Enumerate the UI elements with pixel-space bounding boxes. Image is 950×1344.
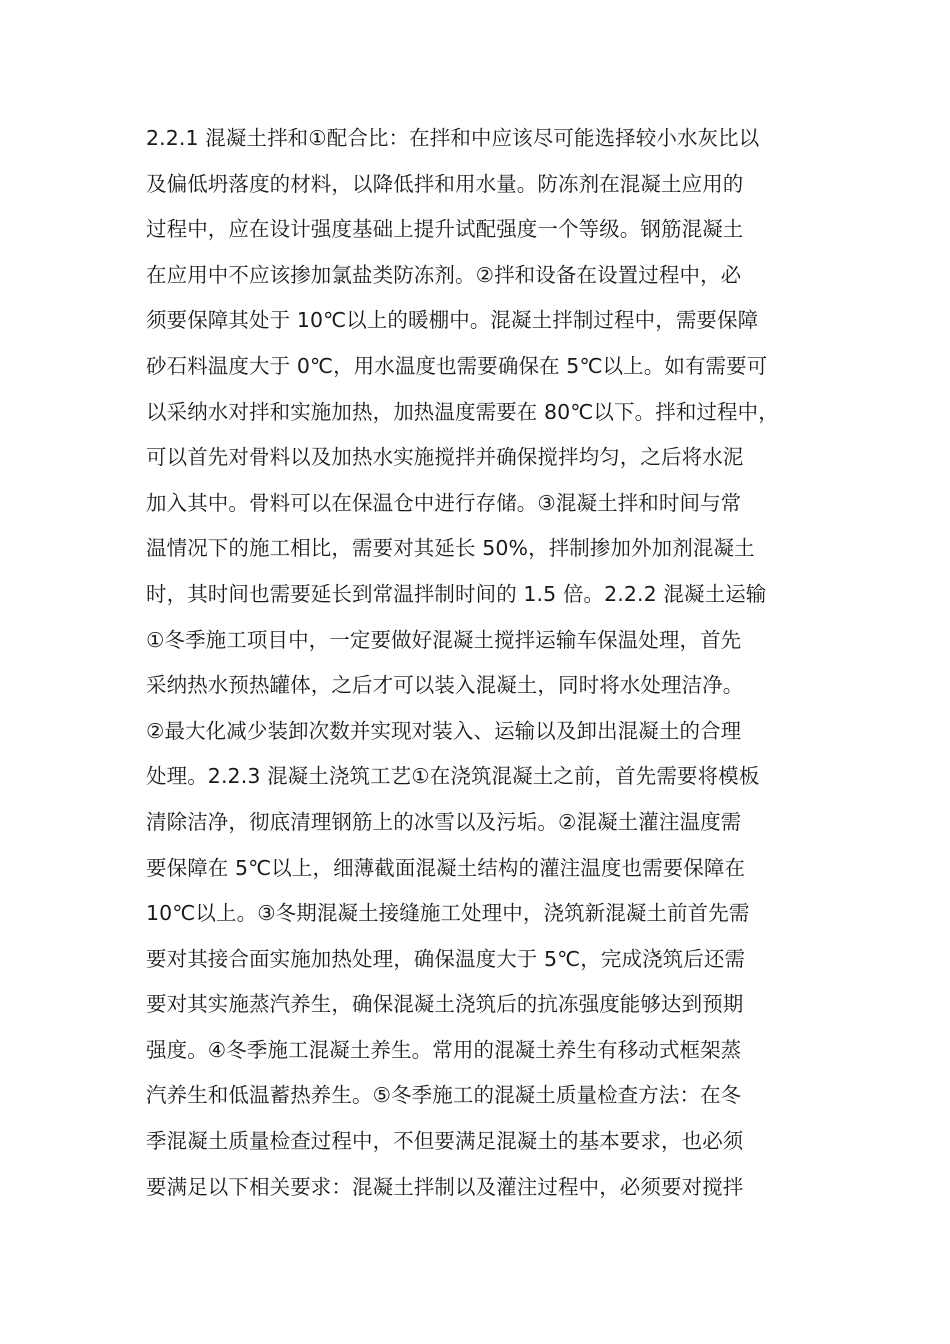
text-line: 汽养生和低温蓄热养生。⑤冬季施工的混凝土质量检查方法：在冬: [146, 1083, 742, 1108]
text-line: 及偏低坍落度的材料，以降低拌和用水量。防冻剂在混凝土应用的: [146, 171, 744, 196]
text-line: 在应用中不应该掺加氯盐类防冻剂。②拌和设备在设置过程中，必: [146, 262, 742, 287]
text-line: 10℃以上。③冬期混凝土接缝施工处理中，浇筑新混凝土前首先需: [146, 901, 750, 926]
text-line: 强度。④冬季施工混凝土养生。常用的混凝土养生有移动式框架蒸: [146, 1037, 742, 1062]
text-line: 过程中，应在设计强度基础上提升试配强度一个等级。钢筋混凝土: [146, 217, 744, 242]
text-line: 时，其时间也需要延长到常温拌制时间的 1.5 倍。2.2.2 混凝土运输: [146, 581, 767, 606]
text-line: 要满足以下相关要求：混凝土拌制以及灌注过程中，必须要对搅拌: [146, 1174, 744, 1199]
text-line: 要对其接合面实施加热处理，确保温度大于 5℃，完成浇筑后还需: [146, 946, 746, 971]
text-line: 以采纳水对拌和实施加热，加热温度需要在 80℃以下。拌和过程中，: [146, 399, 779, 424]
text-line: ②最大化减少装卸次数并实现对装入、运输以及卸出混凝土的合理: [146, 718, 742, 743]
text-line: 砂石料温度大于 0℃，用水温度也需要确保在 5℃以上。如有需要可: [146, 353, 768, 378]
text-line: 要保障在 5℃以上，细薄截面混凝土结构的灌注温度也需要保障在: [146, 855, 746, 880]
text-line: ①冬季施工项目中，一定要做好混凝土搅拌运输车保温处理，首先: [146, 627, 742, 652]
text-line: 2.2.1 混凝土拌和①配合比：在拌和中应该尽可能选择较小水灰比以: [146, 126, 760, 150]
text-line: 清除洁净，彻底清理钢筋上的冰雪以及污垢。②混凝土灌注温度需: [146, 809, 742, 834]
text-line: 加入其中。骨料可以在保温仓中进行存储。③混凝土拌和时间与常: [146, 490, 742, 515]
text-line: 处理。2.2.3 混凝土浇筑工艺①在浇筑混凝土之前，首先需要将模板: [146, 764, 760, 789]
text-line: 须要保障其处于 10℃以上的暖棚中。混凝土拌制过程中，需要保障: [146, 308, 759, 333]
text-line: 季混凝土质量检查过程中，不但要满足混凝土的基本要求，也必须: [146, 1129, 744, 1154]
body-text: [146, 116, 806, 1210]
text-line: 温情况下的施工相比，需要对其延长 50%，拌制掺加外加剂混凝土: [146, 536, 755, 561]
text-line: 可以首先对骨料以及加热水实施搅拌并确保搅拌均匀，之后将水泥: [146, 445, 744, 470]
text-line: 要对其实施蒸汽养生，确保混凝土浇筑后的抗冻强度能够达到预期: [146, 992, 744, 1017]
text-line: 采纳热水预热罐体，之后才可以装入混凝土，同时将水处理洁净。: [146, 673, 744, 698]
